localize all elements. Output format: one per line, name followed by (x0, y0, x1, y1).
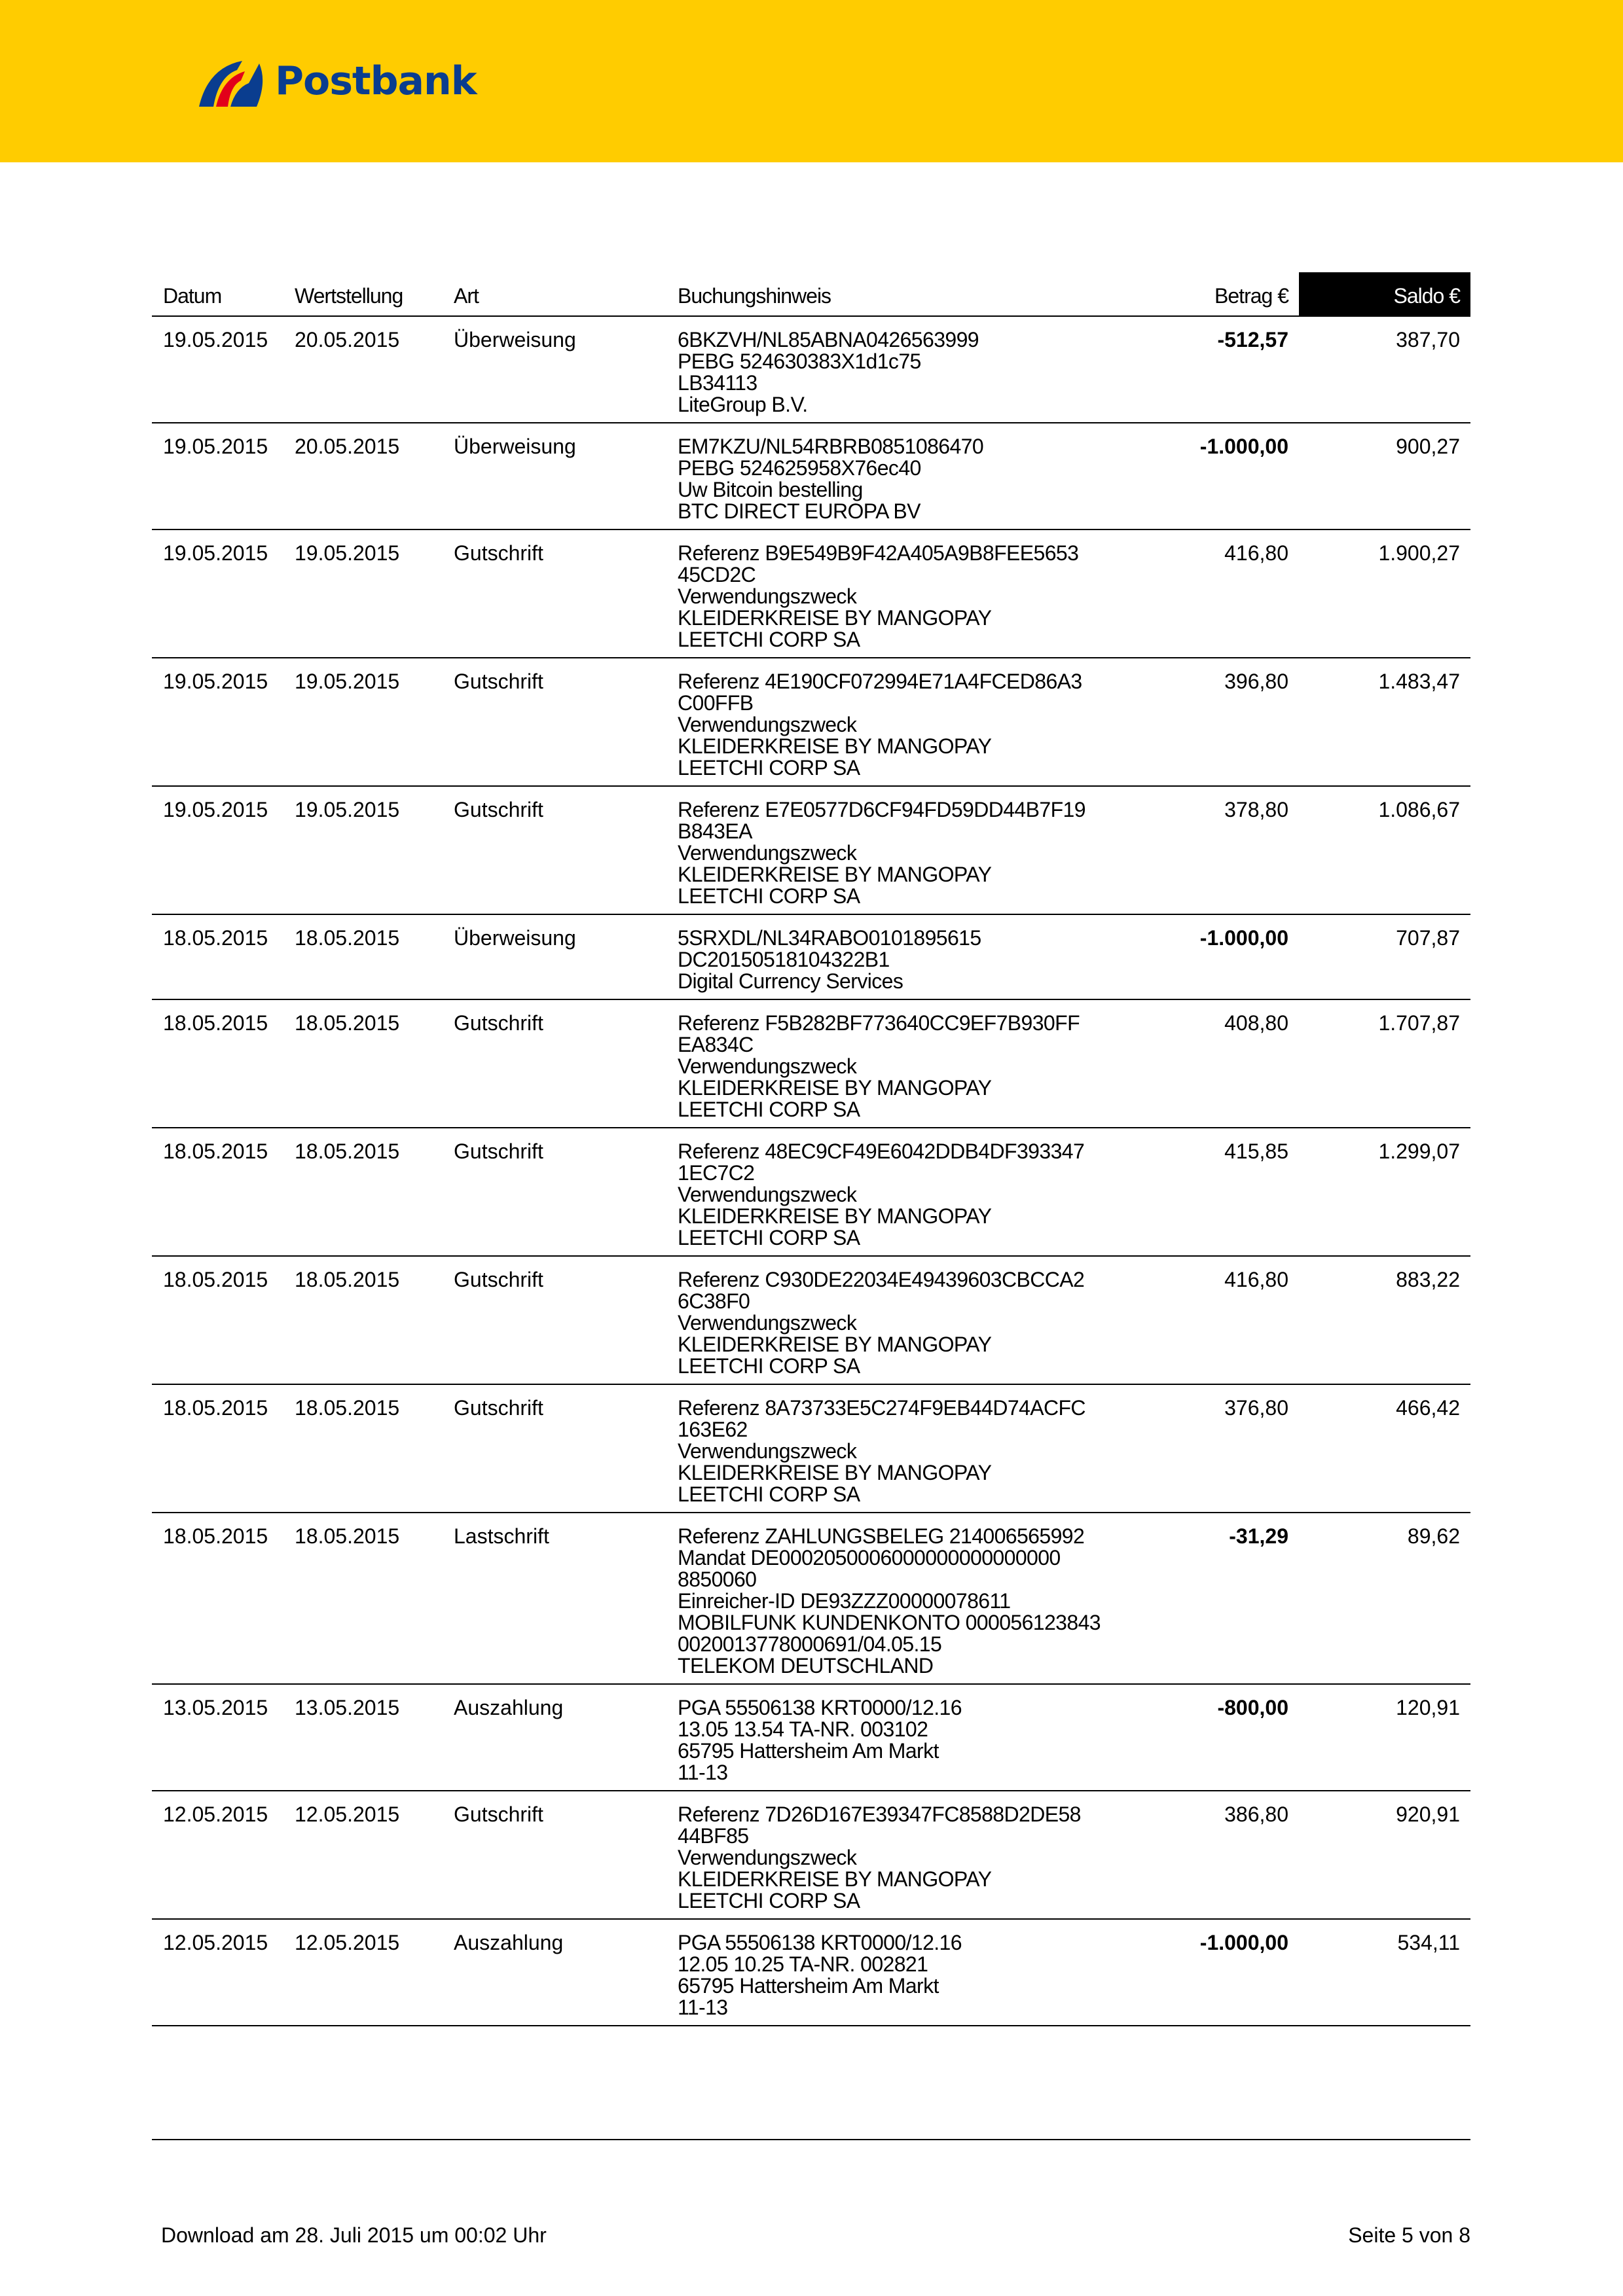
buchungshinweis-line: MOBILFUNK KUNDENKONTO 000056123843 (678, 1611, 1101, 1634)
col-header-betrag: Betrag € (1214, 284, 1288, 308)
datum-cell: 12.05.2015 (163, 1931, 268, 1954)
buchungshinweis-line: 6C38F0 (678, 1289, 750, 1313)
download-timestamp: Download am 28. Juli 2015 um 00:02 Uhr (161, 2223, 547, 2247)
wertstellung-cell: 12.05.2015 (295, 1931, 400, 1954)
art-cell: Gutschrift (454, 541, 543, 565)
buchungshinweis-line: Verwendungszweck (678, 713, 857, 736)
page-footer (152, 2139, 1470, 2247)
buchungshinweis-line: Verwendungszweck (678, 1183, 857, 1206)
buchungshinweis-cell (678, 317, 1175, 422)
table-row (152, 915, 1470, 1000)
buchungshinweis-line: EM7KZU/NL54RBRB0851086470 (678, 435, 984, 458)
buchungshinweis-line: Referenz 7D26D167E39347FC8588D2DE58 (678, 1803, 1081, 1826)
buchungshinweis-line: 11-13 (678, 1761, 728, 1784)
postbank-logo-icon (196, 56, 268, 108)
datum-cell: 18.05.2015 (163, 1396, 268, 1420)
betrag-cell: -512,57 (1217, 328, 1288, 351)
buchungshinweis-line: 5SRXDL/NL34RABO0101895615 (678, 926, 981, 950)
buchungshinweis-cell (678, 530, 1175, 657)
saldo-cell: 1.707,87 (1378, 1011, 1460, 1035)
postbank-logo (196, 56, 477, 115)
header-band (0, 0, 1623, 162)
wertstellung-cell: 12.05.2015 (295, 1803, 400, 1826)
col-header-saldo: Saldo € (1393, 284, 1460, 308)
buchungshinweis-line: LEETCHI CORP SA (678, 1482, 860, 1506)
buchungshinweis-line: Uw Bitcoin bestelling (678, 478, 863, 501)
buchungshinweis-line: LEETCHI CORP SA (678, 1354, 860, 1378)
buchungshinweis-line: LB34113 (678, 371, 757, 395)
buchungshinweis-line: PEBG 524630383X1d1c75 (678, 350, 921, 373)
art-cell: Gutschrift (454, 1139, 543, 1163)
buchungshinweis-cell (678, 1513, 1175, 1683)
art-cell: Überweisung (454, 328, 576, 351)
buchungshinweis-cell (678, 658, 1175, 785)
buchungshinweis-line: Referenz F5B282BF773640CC9EF7B930FF (678, 1011, 1080, 1035)
buchungshinweis-line: Referenz 8A73733E5C274F9EB44D74ACFC (678, 1396, 1085, 1420)
wertstellung-cell: 20.05.2015 (295, 435, 400, 458)
datum-cell: 13.05.2015 (163, 1696, 268, 1719)
buchungshinweis-line: Verwendungszweck (678, 841, 857, 865)
page-number: Seite 5 von 8 (1348, 2223, 1470, 2247)
betrag-cell: 386,80 (1224, 1803, 1288, 1826)
buchungshinweis-line: Digital Currency Services (678, 969, 903, 993)
art-cell: Gutschrift (454, 1396, 543, 1420)
wertstellung-cell: 13.05.2015 (295, 1696, 400, 1719)
art-cell: Gutschrift (454, 1268, 543, 1291)
buchungshinweis-line: PEBG 524625958X76ec40 (678, 456, 921, 480)
betrag-cell: -1.000,00 (1199, 1931, 1288, 1954)
buchungshinweis-line: KLEIDERKREISE BY MANGOPAY (678, 1461, 992, 1484)
buchungshinweis-line: Verwendungszweck (678, 1054, 857, 1078)
buchungshinweis-line: KLEIDERKREISE BY MANGOPAY (678, 734, 992, 758)
saldo-cell: 883,22 (1396, 1268, 1460, 1291)
buchungshinweis-line: DC20150518104322B1 (678, 948, 890, 971)
buchungshinweis-cell (678, 915, 1175, 999)
art-cell: Überweisung (454, 435, 576, 458)
saldo-cell: 707,87 (1396, 926, 1460, 950)
buchungshinweis-line: 163E62 (678, 1418, 748, 1441)
betrag-cell: 416,80 (1224, 1268, 1288, 1291)
buchungshinweis-line: KLEIDERKREISE BY MANGOPAY (678, 863, 992, 886)
wertstellung-cell: 19.05.2015 (295, 670, 400, 693)
table-row (152, 787, 1470, 915)
buchungshinweis-line: 65795 Hattersheim Am Markt (678, 1974, 939, 1998)
buchungshinweis-line: BTC DIRECT EUROPA BV (678, 499, 921, 523)
table-row (152, 1385, 1470, 1513)
buchungshinweis-line: KLEIDERKREISE BY MANGOPAY (678, 1076, 992, 1100)
buchungshinweis-line: Referenz 4E190CF072994E71A4FCED86A3 (678, 670, 1082, 693)
saldo-cell: 1.299,07 (1378, 1139, 1460, 1163)
saldo-cell: 89,62 (1407, 1524, 1460, 1548)
table-row (152, 530, 1470, 658)
art-cell: Gutschrift (454, 1011, 543, 1035)
buchungshinweis-cell (678, 1257, 1175, 1384)
buchungshinweis-line: LEETCHI CORP SA (678, 1889, 860, 1912)
saldo-cell: 1.086,67 (1378, 798, 1460, 821)
art-cell: Auszahlung (454, 1696, 564, 1719)
table-row (152, 423, 1470, 530)
datum-cell: 19.05.2015 (163, 328, 268, 351)
table-row (152, 1000, 1470, 1128)
saldo-cell: 920,91 (1396, 1803, 1460, 1826)
betrag-cell: -31,29 (1229, 1524, 1288, 1548)
buchungshinweis-line: Verwendungszweck (678, 1311, 857, 1335)
saldo-cell: 466,42 (1396, 1396, 1460, 1420)
buchungshinweis-line: KLEIDERKREISE BY MANGOPAY (678, 606, 992, 630)
buchungshinweis-line: EA834C (678, 1033, 754, 1056)
wertstellung-cell: 18.05.2015 (295, 926, 400, 950)
datum-cell: 19.05.2015 (163, 435, 268, 458)
table-row (152, 1685, 1470, 1791)
col-header-buchungshinweis: Buchungshinweis (678, 284, 831, 308)
transactions-table (152, 272, 1470, 2026)
buchungshinweis-line: 45CD2C (678, 563, 756, 586)
saldo-cell: 387,70 (1396, 328, 1460, 351)
betrag-cell: 396,80 (1224, 670, 1288, 693)
buchungshinweis-line: C00FFB (678, 691, 754, 715)
buchungshinweis-line: Referenz 48EC9CF49E6042DDB4DF393347 (678, 1139, 1085, 1163)
datum-cell: 12.05.2015 (163, 1803, 268, 1826)
betrag-cell: 408,80 (1224, 1011, 1288, 1035)
table-body (152, 317, 1470, 2026)
buchungshinweis-line: Einreicher-ID DE93ZZZ00000078611 (678, 1589, 1011, 1613)
datum-cell: 18.05.2015 (163, 1139, 268, 1163)
col-header-wertstellung: Wertstellung (295, 284, 403, 308)
buchungshinweis-line: Verwendungszweck (678, 1439, 857, 1463)
betrag-cell: 415,85 (1224, 1139, 1288, 1163)
buchungshinweis-line: 6BKZVH/NL85ABNA0426563999 (678, 328, 979, 351)
buchungshinweis-cell (678, 1920, 1175, 2025)
buchungshinweis-line: Mandat DE0002050006000000000000000 (678, 1546, 1061, 1570)
buchungshinweis-line: LEETCHI CORP SA (678, 1098, 860, 1121)
buchungshinweis-line: 1EC7C2 (678, 1161, 755, 1185)
betrag-cell: 376,80 (1224, 1396, 1288, 1420)
buchungshinweis-line: 0020013778000691/04.05.15 (678, 1632, 942, 1656)
buchungshinweis-line: B843EA (678, 819, 752, 843)
datum-cell: 18.05.2015 (163, 1268, 268, 1291)
table-row (152, 1513, 1470, 1685)
buchungshinweis-line: 13.05 13.54 TA-NR. 003102 (678, 1717, 928, 1741)
wertstellung-cell: 18.05.2015 (295, 1011, 400, 1035)
table-row (152, 1920, 1470, 2026)
art-cell: Gutschrift (454, 670, 543, 693)
wertstellung-cell: 20.05.2015 (295, 328, 400, 351)
datum-cell: 18.05.2015 (163, 1011, 268, 1035)
buchungshinweis-cell (678, 1791, 1175, 1918)
table-row (152, 317, 1470, 423)
wertstellung-cell: 19.05.2015 (295, 541, 400, 565)
saldo-cell: 1.900,27 (1378, 541, 1460, 565)
datum-cell: 18.05.2015 (163, 1524, 268, 1548)
buchungshinweis-line: Referenz C930DE22034E49439603CBCCA2 (678, 1268, 1085, 1291)
buchungshinweis-cell (678, 1128, 1175, 1255)
betrag-cell: 378,80 (1224, 798, 1288, 821)
col-header-saldo-cell (1299, 272, 1470, 315)
buchungshinweis-line: LEETCHI CORP SA (678, 756, 860, 780)
art-cell: Gutschrift (454, 1803, 543, 1826)
saldo-cell: 1.483,47 (1378, 670, 1460, 693)
buchungshinweis-line: TELEKOM DEUTSCHLAND (678, 1654, 934, 1677)
buchungshinweis-line: PGA 55506138 KRT0000/12.16 (678, 1696, 962, 1719)
table-row (152, 1128, 1470, 1257)
buchungshinweis-line: Verwendungszweck (678, 584, 857, 608)
brand-name: Postbank (275, 58, 477, 104)
saldo-cell: 120,91 (1396, 1696, 1460, 1719)
buchungshinweis-line: LEETCHI CORP SA (678, 884, 860, 908)
buchungshinweis-line: LEETCHI CORP SA (678, 1226, 860, 1249)
buchungshinweis-cell (678, 1385, 1175, 1512)
datum-cell: 19.05.2015 (163, 798, 268, 821)
datum-cell: 18.05.2015 (163, 926, 268, 950)
datum-cell: 19.05.2015 (163, 541, 268, 565)
art-cell: Überweisung (454, 926, 576, 950)
col-header-art: Art (454, 284, 479, 308)
wertstellung-cell: 18.05.2015 (295, 1524, 400, 1548)
art-cell: Gutschrift (454, 798, 543, 821)
wertstellung-cell: 19.05.2015 (295, 798, 400, 821)
buchungshinweis-cell (678, 423, 1175, 529)
buchungshinweis-line: 8850060 (678, 1568, 757, 1591)
buchungshinweis-line: KLEIDERKREISE BY MANGOPAY (678, 1204, 992, 1228)
saldo-cell: 900,27 (1396, 435, 1460, 458)
art-cell: Auszahlung (454, 1931, 564, 1954)
saldo-cell: 534,11 (1397, 1931, 1460, 1954)
buchungshinweis-line: 11-13 (678, 1996, 728, 2019)
buchungshinweis-cell (678, 787, 1175, 914)
buchungshinweis-line: PGA 55506138 KRT0000/12.16 (678, 1931, 962, 1954)
wertstellung-cell: 18.05.2015 (295, 1268, 400, 1291)
buchungshinweis-line: KLEIDERKREISE BY MANGOPAY (678, 1333, 992, 1356)
buchungshinweis-line: 65795 Hattersheim Am Markt (678, 1739, 939, 1763)
buchungshinweis-line: Referenz B9E549B9F42A405A9B8FEE5653 (678, 541, 1079, 565)
betrag-cell: 416,80 (1224, 541, 1288, 565)
buchungshinweis-line: 12.05 10.25 TA-NR. 002821 (678, 1952, 928, 1976)
buchungshinweis-line: Referenz ZAHLUNGSBELEG 214006565992 (678, 1524, 1085, 1548)
table-row (152, 658, 1470, 787)
buchungshinweis-line: LEETCHI CORP SA (678, 628, 860, 651)
wertstellung-cell: 18.05.2015 (295, 1139, 400, 1163)
buchungshinweis-line: Verwendungszweck (678, 1846, 857, 1869)
table-row (152, 1791, 1470, 1920)
betrag-cell: -1.000,00 (1199, 926, 1288, 950)
buchungshinweis-cell (678, 1685, 1175, 1790)
datum-cell: 19.05.2015 (163, 670, 268, 693)
buchungshinweis-cell (678, 1000, 1175, 1127)
betrag-cell: -1.000,00 (1199, 435, 1288, 458)
buchungshinweis-line: Referenz E7E0577D6CF94FD59DD44B7F19 (678, 798, 1085, 821)
wertstellung-cell: 18.05.2015 (295, 1396, 400, 1420)
table-row (152, 1257, 1470, 1385)
betrag-cell: -800,00 (1217, 1696, 1288, 1719)
buchungshinweis-line: KLEIDERKREISE BY MANGOPAY (678, 1867, 992, 1891)
buchungshinweis-line: 44BF85 (678, 1824, 749, 1848)
buchungshinweis-line: LiteGroup B.V. (678, 393, 808, 416)
table-header (152, 272, 1470, 317)
art-cell: Lastschrift (454, 1524, 549, 1548)
col-header-datum: Datum (163, 284, 222, 308)
